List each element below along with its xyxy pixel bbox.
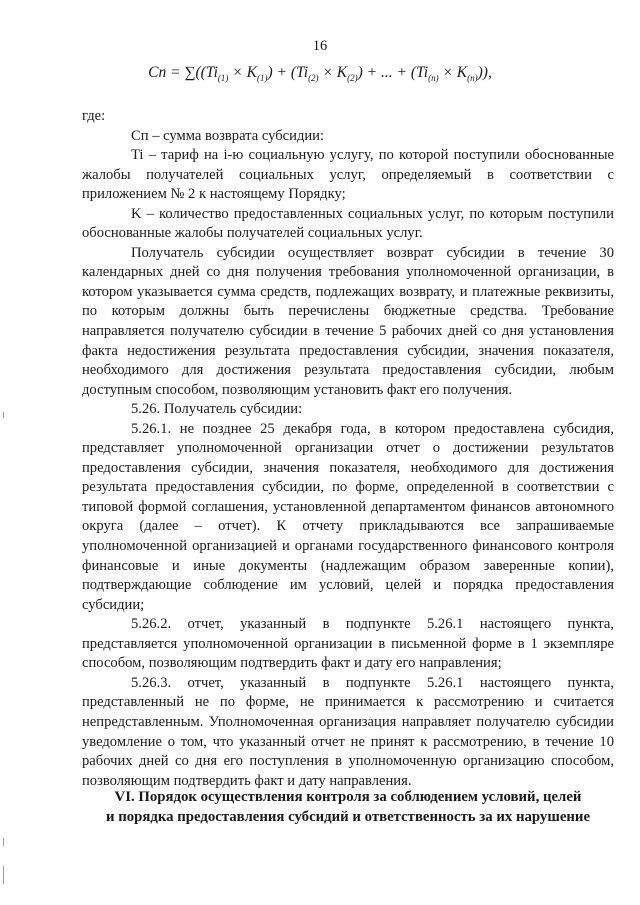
scan-edge-mark (3, 866, 4, 884)
paragraph-sp-definition: Сп – сумма возврата субсидии: (131, 127, 325, 144)
paragraph-k-definition: K – количество предоставленных социальных услуг, по которым поступили обоснованные жалобы получателей социальных услуг. (82, 205, 614, 242)
section-heading-line-1: VI. Порядок осуществления контроля за соблюдением условий, целей (114, 789, 582, 805)
paragraph-5-26-1: 5.26.1. не позднее 25 декабря года, в котором предоставлена субсидия, представляет уполномоченной организации отчет о достижении результатов предоставления субсидии, значения показателя, необходимого для достижения результата предоставления субсидии, по форме, определенной в соответствии с типовой формой соглашения, установленной департаментом финансов автономного округа (далее – отчет). К отчету прикладываются все запрашиваемые уполномоченной организацией и органами государственного финансового контроля финансовые и иные документы (надлежащим образом заверенные копии), подтверждающие соблюдение им условий, целей и порядка предоставления субсидии; (82, 420, 614, 613)
section-heading-line-2: и порядка предоставления субсидий и ответственность за их нарушение (105, 809, 591, 825)
section-heading (82, 787, 614, 827)
paragraph-5-26: 5.26. Получатель субсидии: (131, 401, 303, 418)
paragraph-refund-terms: Получатель субсидии осуществляет возврат субсидии в течение 30 календарных дней со дня получения требования уполномоченной организации, в котором указывается сумма средств, подлежащих возврату, и платежные реквизиты, по которым должны быть перечислены бюджетные средства. Требование направляется получателю субсидии в течение 5 рабочих дней со дня установления факта недостижения результата предоставления субсидии, значения показателя, необходимого для достижения результата предоставления субсидии, любым доступным способом, позволяющим установить факт его получения. (82, 244, 614, 398)
scan-edge-mark (3, 838, 4, 846)
page-number: 16 (312, 38, 328, 54)
refund-formula: Сп = $\sum((Ti_{(1)} \times K_{(1)}) + (Ti_{(2)} \times K_{(2)})$ + ... + $(Ti_{(n)} \times K_{(n)})$), (148, 64, 492, 84)
paragraph-5-26-2: 5.26.2. отчет, указанный в подпункте 5.26.1 настоящего пункта, представляется уполномоченной организации в письменной форме в 1 экземпляре способом, позволяющим подтвердить факт и дату его направления; (82, 616, 614, 672)
document-body (82, 107, 614, 791)
paragraph-ti-definition: Ti – тариф на i-ю социальную услугу, по которой поступили обоснованные жалобы получателей социальных услуг, определяемый в соответствии с приложением № 2 к настоящему Порядку; (82, 147, 614, 203)
paragraph-5-26-3: 5.26.3. отчет, указанный в подпункте 5.26.1 настоящего пункта, представленный не по форме, не принимается к рассмотрению и считается непредставленным. Уполномоченная организация направляет получателю субсидии уведомление о том, что указанный отчет не принят к рассмотрению, в течение 10 рабочих дней со дня его поступления в уполномоченную организацию способом, позволяющим подтвердить факт и дату направления. (82, 674, 614, 789)
paragraph-where: где: (82, 108, 106, 124)
scan-edge-mark (3, 412, 4, 418)
